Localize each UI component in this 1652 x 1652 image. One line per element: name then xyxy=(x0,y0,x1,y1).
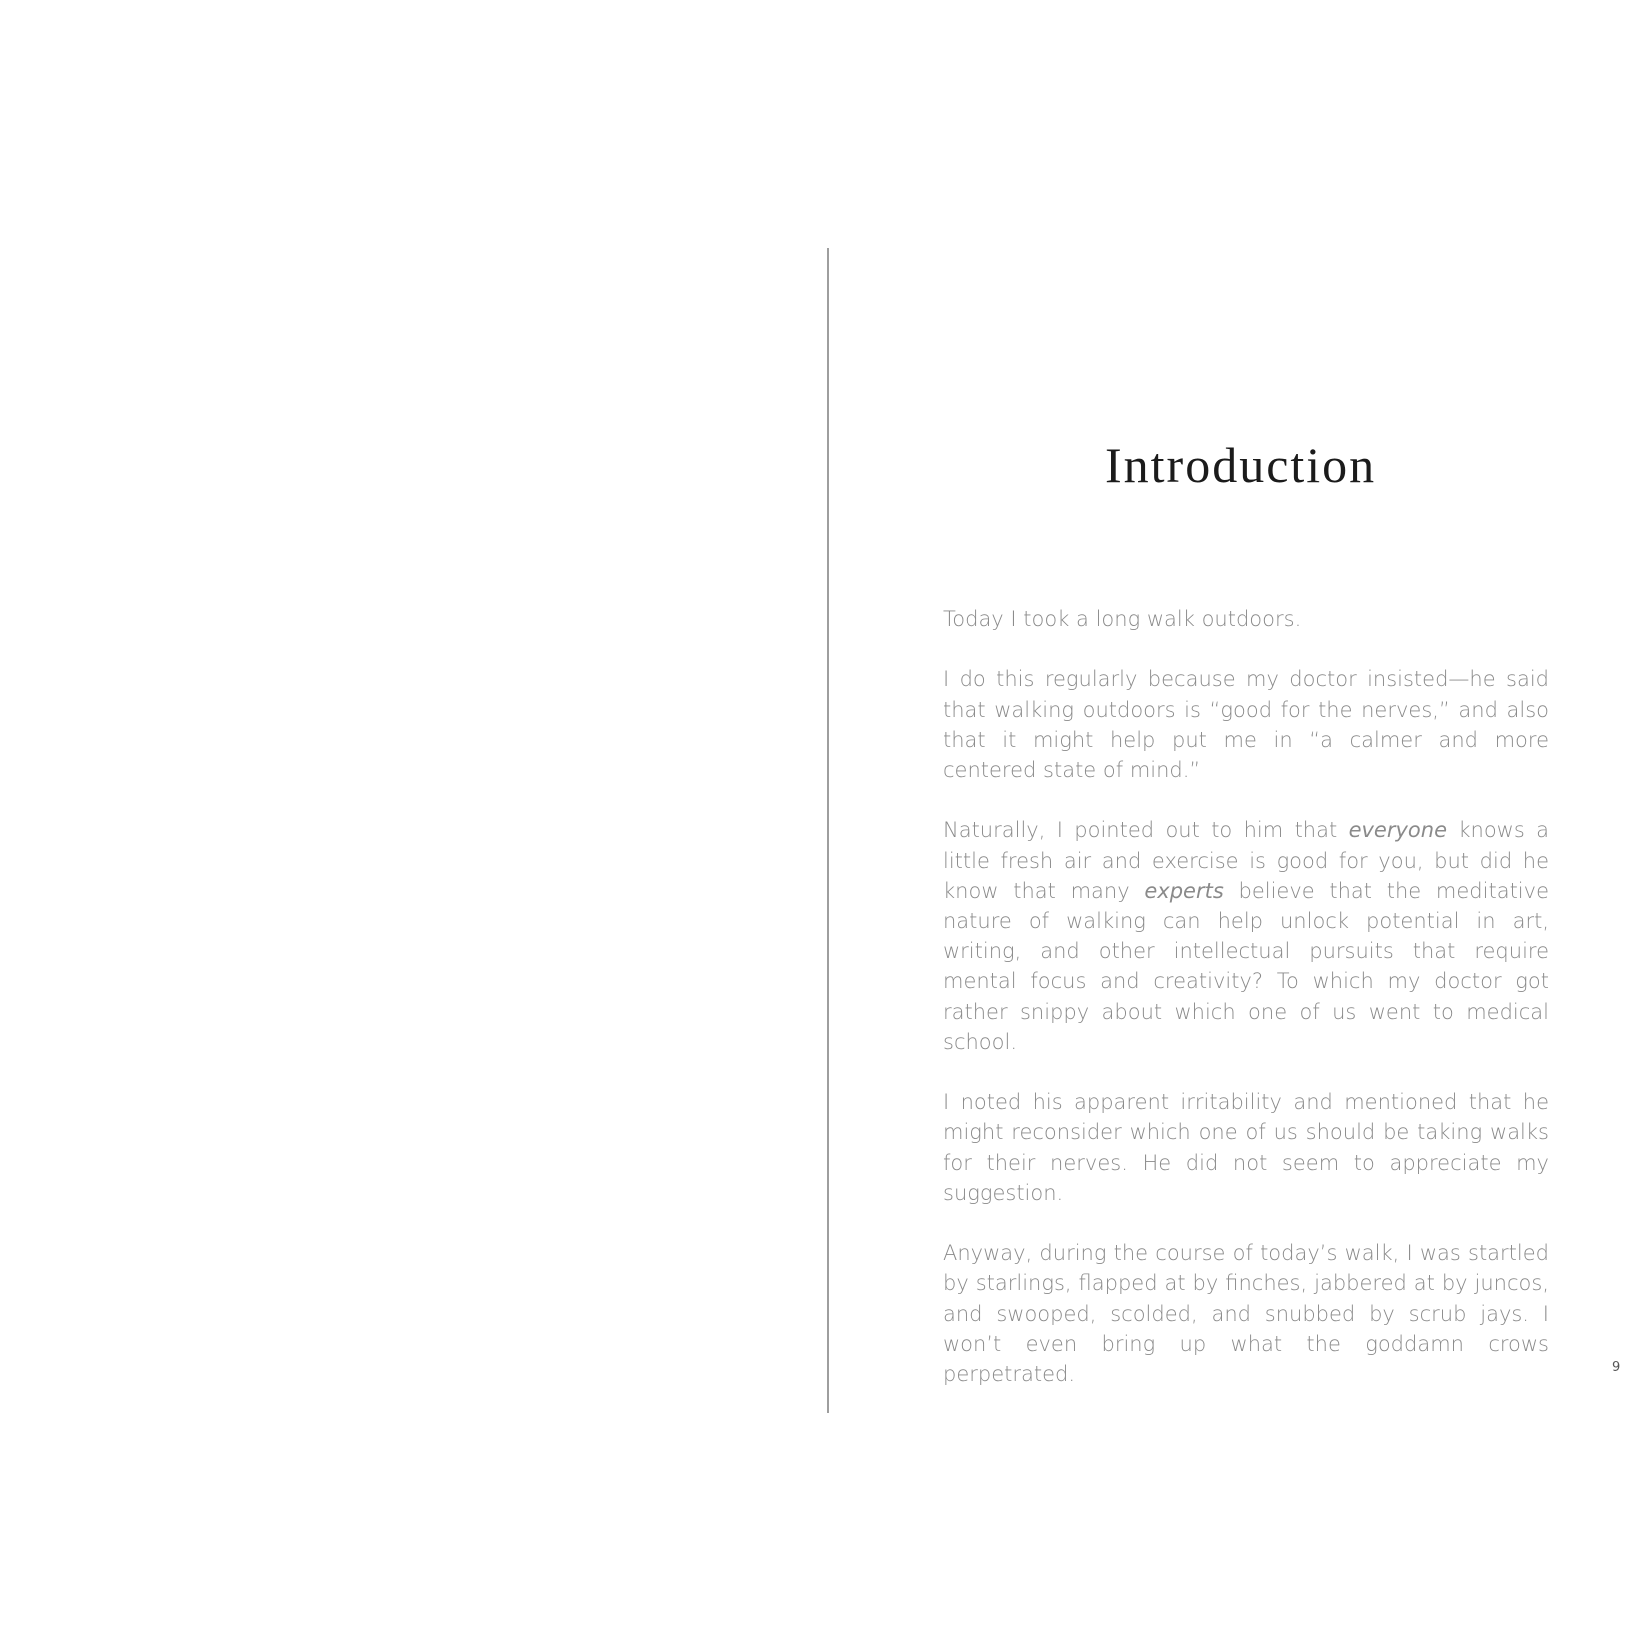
paragraph-3-text-a: Naturally, I pointed out to him that xyxy=(943,818,1349,843)
paragraph-5: Anyway, during the course of today’s walk, I was startled by starlings, flapped at by finches, jabbered at by juncos, and swooped, scolded, and snubbed by scrub jays. I won’t even bring up what the goddamn crows perpetrated. xyxy=(943,1241,1549,1387)
paragraph-3 xyxy=(943,815,1549,1057)
paragraph-4: I noted his apparent irritability and mentioned that he might reconsider which one of us should be taking walks for their nerves. He did not seem to appreciate my suggestion. xyxy=(943,1090,1549,1205)
emphasis-experts: experts xyxy=(1144,878,1224,903)
emphasis-everyone: everyone xyxy=(1348,818,1447,843)
paragraph-3-text-b: knows a little fresh air and exercise is good for you, but did he know that many xyxy=(943,818,1550,903)
paragraph-3-text-c: believe that the meditative nature of walking can help unlock potential in art, writing, and other intellectual pursuits that require mental focus and creativity? To which my doctor got rather snippy about which one of us went to medical school. xyxy=(943,878,1549,1054)
page-number: 9 xyxy=(1612,1360,1621,1375)
chapter-title: Introduction xyxy=(1105,437,1377,493)
chapter-body xyxy=(943,604,1549,1419)
paragraph-2: I do this regularly because my doctor insisted—he said that walking outdoors is “good for the nerves,” and also that it might help put me in “a calmer and more centered state of mind.” xyxy=(943,667,1549,782)
paragraph-1: Today I took a long walk outdoors. xyxy=(943,607,1302,631)
